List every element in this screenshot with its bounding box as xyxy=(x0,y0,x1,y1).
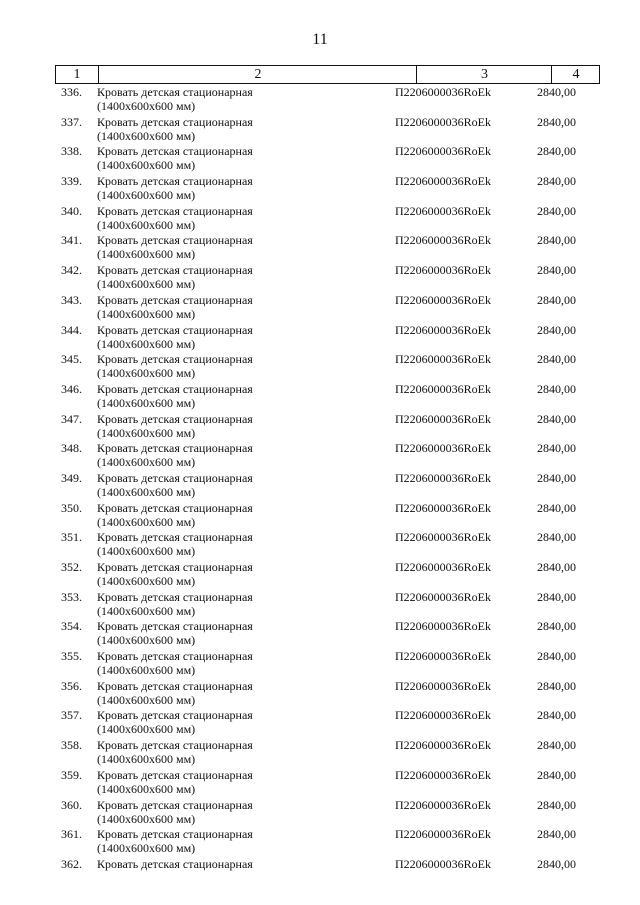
item-price: 2840,00 xyxy=(537,233,576,248)
table-body xyxy=(55,85,600,887)
row-number: 360. xyxy=(61,797,82,812)
table-row xyxy=(55,441,600,471)
item-name: Кровать детская стационарная xyxy=(97,678,253,693)
item-dimensions: (1400x600x600 мм) xyxy=(97,574,196,588)
table-row xyxy=(55,144,600,174)
table-row xyxy=(55,679,600,709)
item-dimensions: (1400x600x600 мм) xyxy=(97,188,196,203)
row-number: 352. xyxy=(61,560,82,574)
item-dimensions: (1400x600x600 мм) xyxy=(97,395,196,410)
table-row xyxy=(55,412,600,442)
row-number: 354. xyxy=(61,619,82,634)
item-code: П2206000036RoEk xyxy=(395,470,491,485)
row-number: 344. xyxy=(61,322,82,337)
item-price: 2840,00 xyxy=(537,589,576,604)
table-row xyxy=(55,857,600,887)
item-dimensions: (1400x600x600 мм) xyxy=(97,128,196,143)
item-dimensions: (1400x600x600 мм) xyxy=(97,811,196,826)
item-price: 2840,00 xyxy=(537,441,576,456)
row-number: 357. xyxy=(61,708,82,723)
item-code: П2206000036RoEk xyxy=(395,500,491,515)
item-name: Кровать детская стационарная xyxy=(97,381,253,396)
item-name: Кровать детская стационарная xyxy=(97,233,253,248)
item-price: 2840,00 xyxy=(537,470,576,485)
table-row xyxy=(55,560,600,590)
item-name: Кровать детская стационарная xyxy=(97,352,253,367)
item-code: П2206000036RoEk xyxy=(395,797,491,812)
item-dimensions: (1400x600x600 мм) xyxy=(97,158,196,173)
item-code: П2206000036RoEk xyxy=(395,233,491,248)
row-number: 340. xyxy=(61,203,82,218)
item-price: 2840,00 xyxy=(537,381,576,396)
row-number: 343. xyxy=(61,292,82,307)
table-row xyxy=(55,708,600,738)
item-price: 2840,00 xyxy=(537,530,576,545)
item-name: Кровать детская стационарная xyxy=(97,649,253,664)
table-row xyxy=(55,233,600,263)
item-code: П2206000036RoEk xyxy=(395,203,491,218)
item-code: П2206000036RoEk xyxy=(395,856,491,871)
item-price: 2840,00 xyxy=(537,649,576,664)
item-code: П2206000036RoEk xyxy=(395,322,491,337)
item-code: П2206000036RoEk xyxy=(395,560,491,574)
item-dimensions: (1400x600x600 мм) xyxy=(97,633,196,648)
item-price: 2840,00 xyxy=(537,144,576,159)
column-header-4: 4 xyxy=(551,66,600,83)
item-code: П2206000036RoEk xyxy=(395,352,491,367)
table-row xyxy=(55,471,600,501)
row-number: 342. xyxy=(61,263,82,278)
item-code: П2206000036RoEk xyxy=(395,589,491,604)
item-dimensions: (1400x600x600 мм) xyxy=(97,752,196,767)
row-number: 350. xyxy=(61,500,82,515)
row-number: 361. xyxy=(61,827,82,842)
item-price: 2840,00 xyxy=(537,797,576,812)
item-name: Кровать детская стационарная xyxy=(97,619,253,634)
row-number: 353. xyxy=(61,589,82,604)
item-name: Кровать детская стационарная xyxy=(97,470,253,485)
item-dimensions: (1400x600x600 мм) xyxy=(97,514,196,529)
table-row xyxy=(55,382,600,412)
item-code: П2206000036RoEk xyxy=(395,174,491,189)
item-name: Кровать детская стационарная xyxy=(97,292,253,307)
table-row xyxy=(55,738,600,768)
table-row xyxy=(55,85,600,115)
item-price: 2840,00 xyxy=(537,500,576,515)
item-code: П2206000036RoEk xyxy=(395,530,491,545)
item-name: Кровать детская стационарная xyxy=(97,203,253,218)
table-row xyxy=(55,263,600,293)
item-code: П2206000036RoEk xyxy=(395,144,491,159)
item-code: П2206000036RoEk xyxy=(395,738,491,753)
item-name: Кровать детская стационарная xyxy=(97,827,253,842)
table-row xyxy=(55,501,600,531)
item-dimensions: (1400x600x600 мм) xyxy=(97,544,196,559)
item-code: П2206000036RoEk xyxy=(395,708,491,723)
table-row xyxy=(55,768,600,798)
item-dimensions: (1400x600x600 мм) xyxy=(97,247,196,262)
item-dimensions: (1400x600x600 мм) xyxy=(97,217,196,232)
table-row xyxy=(55,115,600,145)
item-name: Кровать детская стационарная xyxy=(97,322,253,337)
item-name: Кровать детская стационарная xyxy=(97,85,253,99)
table-row xyxy=(55,174,600,204)
table-row xyxy=(55,619,600,649)
row-number: 356. xyxy=(61,678,82,693)
item-name: Кровать детская стационарная xyxy=(97,174,253,189)
item-name: Кровать детская стационарная xyxy=(97,589,253,604)
row-number: 346. xyxy=(61,381,82,396)
item-code: П2206000036RoEk xyxy=(395,619,491,634)
item-code: П2206000036RoEk xyxy=(395,649,491,664)
item-price: 2840,00 xyxy=(537,767,576,782)
row-number: 349. xyxy=(61,470,82,485)
table-row xyxy=(55,323,600,353)
item-name: Кровать детская стационарная xyxy=(97,411,253,426)
item-name: Кровать детская стационарная xyxy=(97,500,253,515)
item-price: 2840,00 xyxy=(537,85,576,99)
item-price: 2840,00 xyxy=(537,827,576,842)
item-code: П2206000036RoEk xyxy=(395,85,491,99)
item-name: Кровать детская стационарная xyxy=(97,263,253,278)
item-dimensions: (1400x600x600 мм) xyxy=(97,366,196,381)
item-name: Кровать детская стационарная xyxy=(97,797,253,812)
item-dimensions: (1400x600x600 мм) xyxy=(97,425,196,440)
item-dimensions: (1400x600x600 мм) xyxy=(97,781,196,796)
row-number: 337. xyxy=(61,114,82,129)
column-header-3: 3 xyxy=(416,66,552,83)
item-dimensions: (1400x600x600 мм) xyxy=(97,455,196,470)
page-number: 11 xyxy=(312,31,328,48)
column-header-1: 1 xyxy=(73,67,81,82)
table-row xyxy=(55,293,600,323)
row-number: 348. xyxy=(61,441,82,456)
item-price: 2840,00 xyxy=(537,560,576,574)
item-dimensions: (1400x600x600 мм) xyxy=(97,277,196,292)
item-name: Кровать детская стационарная xyxy=(97,738,253,753)
item-code: П2206000036RoEk xyxy=(395,381,491,396)
item-code: П2206000036RoEk xyxy=(395,827,491,842)
item-dimensions: (1400x600x600 мм) xyxy=(97,306,196,321)
row-number: 358. xyxy=(61,738,82,753)
item-name: Кровать детская стационарная xyxy=(97,144,253,159)
item-code: П2206000036RoEk xyxy=(395,292,491,307)
table-row xyxy=(55,649,600,679)
table-row xyxy=(55,827,600,857)
item-price: 2840,00 xyxy=(537,203,576,218)
item-price: 2840,00 xyxy=(537,708,576,723)
item-price: 2840,00 xyxy=(537,619,576,634)
item-code: П2206000036RoEk xyxy=(395,411,491,426)
row-number: 345. xyxy=(61,352,82,367)
row-number: 359. xyxy=(61,767,82,782)
item-dimensions: (1400x600x600 мм) xyxy=(97,603,196,618)
row-number: 339. xyxy=(61,174,82,189)
item-dimensions: (1400x600x600 мм) xyxy=(97,841,196,856)
row-number: 351. xyxy=(61,530,82,545)
row-number: 336. xyxy=(61,85,82,99)
item-code: П2206000036RoEk xyxy=(395,767,491,782)
row-number: 341. xyxy=(61,233,82,248)
item-code: П2206000036RoEk xyxy=(395,263,491,278)
item-price: 2840,00 xyxy=(537,174,576,189)
row-number: 362. xyxy=(61,856,82,871)
item-price: 2840,00 xyxy=(537,678,576,693)
table-row xyxy=(55,798,600,828)
item-price: 2840,00 xyxy=(537,263,576,278)
column-header-2: 2 xyxy=(98,66,417,83)
row-number: 347. xyxy=(61,411,82,426)
item-name: Кровать детская стационарная xyxy=(97,767,253,782)
item-dimensions: (1400x600x600 мм) xyxy=(97,484,196,499)
item-price: 2840,00 xyxy=(537,856,576,871)
item-name: Кровать детская стационарная xyxy=(97,708,253,723)
item-dimensions: (1400x600x600 мм) xyxy=(97,692,196,707)
item-code: П2206000036RoEk xyxy=(395,114,491,129)
row-number: 355. xyxy=(61,649,82,664)
table-row xyxy=(55,204,600,234)
item-dimensions: (1400x600x600 мм) xyxy=(97,722,196,737)
item-price: 2840,00 xyxy=(537,738,576,753)
item-name: Кровать детская стационарная xyxy=(97,441,253,456)
item-code: П2206000036RoEk xyxy=(395,441,491,456)
item-name: Кровать детская стационарная xyxy=(97,114,253,129)
item-name: Кровать детская стационарная xyxy=(97,560,253,574)
table-row xyxy=(55,590,600,620)
item-dimensions: (1400x600x600 мм) xyxy=(97,663,196,678)
item-price: 2840,00 xyxy=(537,292,576,307)
item-price: 2840,00 xyxy=(537,411,576,426)
item-name: Кровать детская стационарная xyxy=(97,530,253,545)
item-price: 2840,00 xyxy=(537,322,576,337)
item-dimensions: (1400x600x600 мм) xyxy=(97,99,196,113)
row-number: 338. xyxy=(61,144,82,159)
table-row xyxy=(55,352,600,382)
table-header xyxy=(55,65,600,84)
item-code: П2206000036RoEk xyxy=(395,678,491,693)
item-price: 2840,00 xyxy=(537,114,576,129)
item-dimensions: (1400x600x600 мм) xyxy=(97,336,196,351)
table-row xyxy=(55,530,600,560)
item-price: 2840,00 xyxy=(537,352,576,367)
item-name: Кровать детская стационарная xyxy=(97,856,253,871)
